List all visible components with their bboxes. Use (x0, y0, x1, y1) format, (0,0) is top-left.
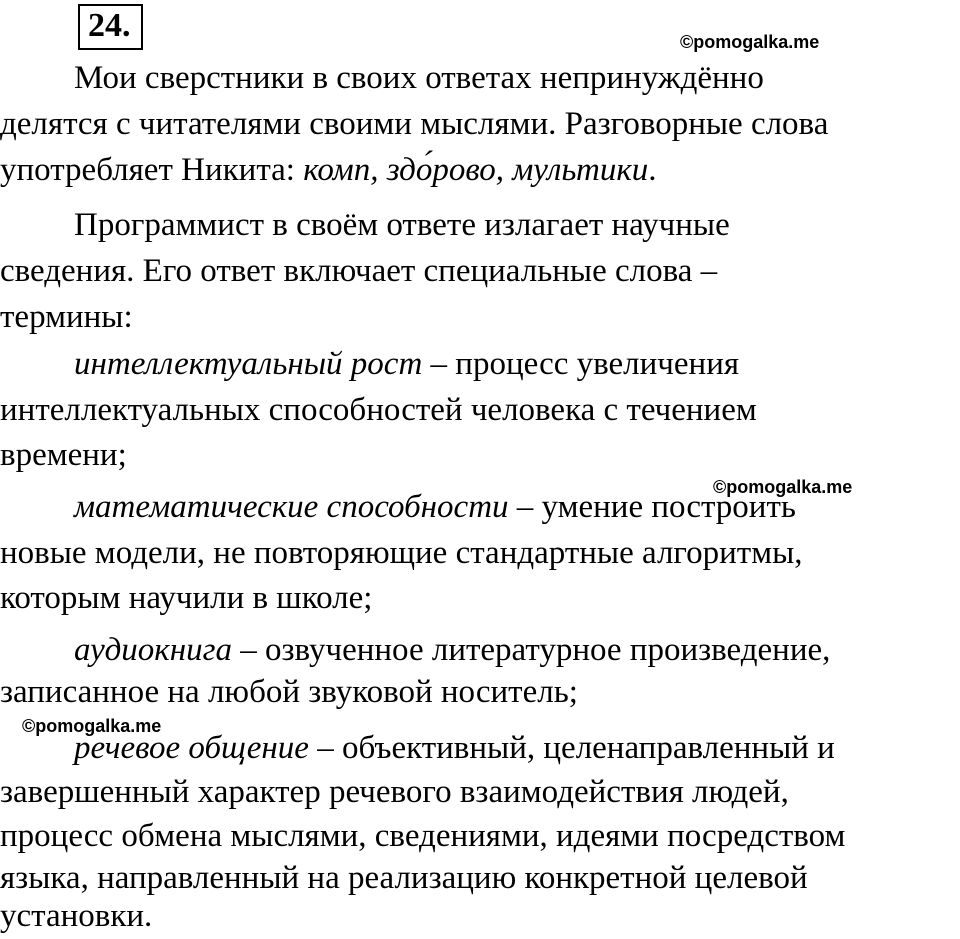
term-4-line-4: языка, направленный на реализацию конкретной целевой (0, 860, 808, 896)
term-2-name: математические способности (74, 489, 509, 525)
term-1-definition: процесс увеличения (455, 346, 740, 382)
watermark: ©pomogalka.me (22, 716, 162, 736)
term-3-definition: озвученное литературное произведение, (265, 632, 831, 668)
term-2-line-2: новые модели, не повторяющие стандартные алгоритмы, (0, 535, 803, 571)
term-dash: – (308, 730, 342, 766)
term-3-line-1 (74, 628, 830, 672)
term-2-line-1 (74, 485, 796, 529)
term-1-line-2: интеллектуальных способностей человека с течением (0, 392, 757, 428)
paragraph-1-end: . (648, 152, 657, 188)
paragraph-1-line-2: делятся с читателями своими мыслями. Разговорные слова (0, 106, 829, 142)
term-3-name: аудиокнига (74, 632, 232, 668)
paragraph-1-text: употребляет Никита: (0, 152, 304, 188)
term-4-name: речевое общение (74, 730, 309, 766)
paragraph-1-line-1: Мои сверстники в своих ответах непринуждённо (74, 60, 764, 96)
colloquial-words: комп, здо́рово, мультики (303, 152, 649, 188)
term-4-line-1 (74, 726, 835, 770)
watermark: ©pomogalka.me (713, 477, 853, 497)
term-1-name: интеллектуальный рост (74, 346, 423, 382)
paragraph-2-line-2: сведения. Его ответ включает специальные слова – (0, 253, 718, 289)
term-dash: – (508, 489, 542, 525)
paragraph-2-line-1: Программист в своём ответе излагает научные (74, 207, 730, 243)
watermark: ©pomogalka.me (680, 32, 820, 52)
term-2-line-3: которым научили в школе; (0, 580, 373, 616)
term-dash: – (232, 632, 265, 668)
task-number-box: 24. (78, 4, 143, 50)
term-4-line-2: завершенный характер речевого взаимодействия людей, (0, 774, 789, 810)
paragraph-2-line-3: термины: (0, 299, 133, 335)
term-2-definition: умение построить (541, 489, 796, 525)
term-4-line-3: процесс обмена мыслями, сведениями, идеями посредством (0, 818, 846, 854)
term-dash: – (422, 346, 456, 382)
paragraph-1-line-3 (0, 148, 657, 192)
term-4-line-5: установки. (0, 898, 153, 934)
term-3-line-2: записанное на любой звуковой носитель; (0, 674, 578, 710)
term-1-line-3: времени; (0, 437, 127, 473)
term-1-line-1 (74, 342, 739, 386)
term-4-definition: объективный, целенаправленный и (341, 730, 835, 766)
